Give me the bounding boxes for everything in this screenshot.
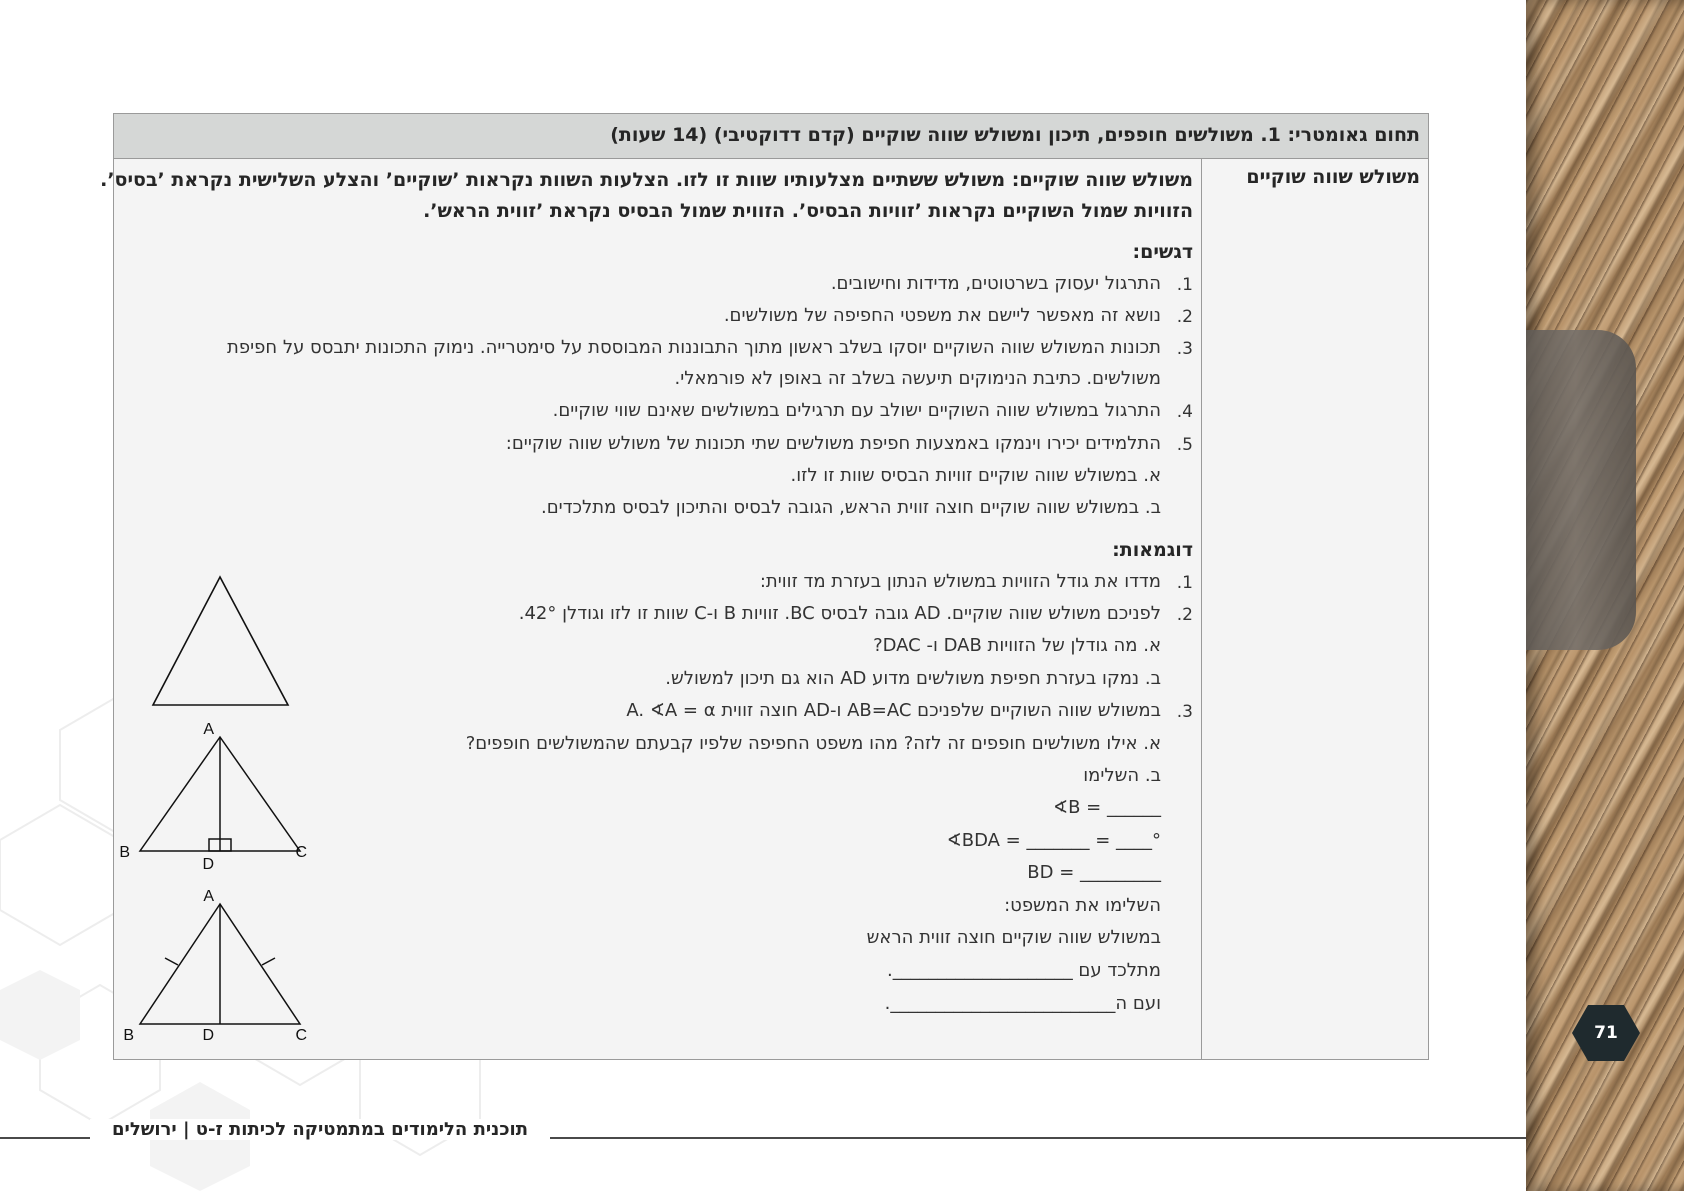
example-number: 3. [1176,702,1193,722]
page-number-badge [1571,1003,1641,1063]
footer-title: תוכנית הלימודים במתמטיקה לכיתות ז-ט | ירושלים [90,1119,550,1140]
emphasis-item: התרגול יעסוק בשרטוטים, מדידות וחישובים. [830,273,1161,294]
triangle-figure-3 [140,904,300,1024]
table-header: תחום גאומטרי: 1. משולשים חופפים, תיכון ומשולש שווה שוקיים (קדם דדוקטיבי) (14 שעות) [114,114,1428,159]
emphasis-item: התלמידים יכירו וינמקו באמצעות חפיפת משולשים שתי תכונות של משולש שווה שוקיים: [505,433,1161,454]
vertex-label-b: B [123,1027,134,1044]
vertex-label-d: D [202,1027,214,1044]
triangle-figures [114,159,344,1059]
emphasis-sub-b: ב. במשולש שווה שוקיים חוצה זווית הראש, הגובה לבסיס והתיכון לבסיס מתלכדים. [541,497,1161,518]
triangle-figure-2 [140,737,300,851]
emphasis-sub-a: א. במשולש שווה שוקיים זוויות הבסיס שוות זו לזו. [790,465,1161,486]
definition-line-2: הזוויות שמול השוקיים נקראות ’זוויות הבסיס’. הזווית שמול הבסיס נקראת ’זווית הראש’. [423,200,1193,222]
fill-in-bd: BD = _________ [1027,862,1161,883]
page-number: 71 [1594,1023,1618,1043]
vertex-label-c: C [295,1027,307,1044]
sentence-line-2: מתלכד עם ____________________. [886,960,1161,981]
fill-in-angle-b: ∢B = ______ [1053,797,1161,818]
sentence-line-3: ועם ה_________________________. [884,993,1161,1014]
emphasis-number: 1. [1176,275,1193,295]
topic-column [1201,159,1428,1059]
vertex-label-a: A [203,888,214,905]
example-number: 1. [1176,573,1193,593]
fill-in-angle-bda: ∢BDA = _______ = ____° [946,830,1161,851]
example-2-b: ב. נמקו בעזרת חפיפת משולשים מדוע AD הוא גם תיכון למשולש. [665,668,1161,689]
emphasis-number: 2. [1176,307,1193,327]
example-3-text: במשולש שווה השוקיים שלפניכם AB=AC ו-AD חוצה זווית A. ∢A = α [626,700,1161,721]
vertex-label-d: D [202,856,214,873]
example-3-a: א. אילו משולשים חופפים זה לזה? מהו משפט החפיפה שלפיו קבעתם שהמשולשים חופפים? [465,733,1161,754]
example-number: 2. [1176,605,1193,625]
emphasis-item: נושא זה מאפשר ליישם את משפטי החפיפה של משולשים. [723,305,1161,326]
triangle-figure-2-labels [119,721,307,873]
triangle-figure-1 [153,577,288,705]
example-2-text: לפניכם משולש שווה שוקיים. AD גובה לבסיס BC. זוויות B ו-C שוות זו לזו וגודלן 42°. [518,603,1161,624]
vertex-label-c: C [295,844,307,861]
wood-block-decoration [1526,330,1636,650]
emphasis-number: 5. [1176,435,1193,455]
sentence-line-1: במשולש שווה שוקיים חוצה זווית הראש [866,927,1161,948]
examples-title: דוגמאות: [1112,539,1193,561]
emphasis-item: תכונות המשולש שווה השוקיים יוסקו בשלב ראשון מתוך התבוננות המבוססת על סימטרייה. נימוק התכונות יתבסס על חפיפת [227,337,1161,358]
vertex-label-a: A [203,721,214,738]
complete-instruction: השלימו את המשפט: [1004,895,1161,916]
content-column [100,159,1201,1059]
emphasis-item-continuation: משולשים. כתיבת הנימוקים תיעשה בשלב זה באופן לא פורמאלי. [674,368,1161,389]
topic-label: משולש שווה שוקיים [1246,166,1420,188]
curriculum-table [100,113,1429,1060]
example-2-a: א. מה גודלן של הזוויות DAB ו- DAC? [873,635,1161,656]
example-3-b: ב. השלימו [1083,765,1161,786]
vertex-label-b: B [119,844,130,861]
emphasis-number: 4. [1176,402,1193,422]
example-1-text: מדדו את גודל הזוויות במשולש הנתון בעזרת מד זווית: [759,571,1161,592]
emphases-title: דגשים: [1132,241,1193,263]
emphasis-number: 3. [1176,339,1193,359]
definition-line-1: משולש שווה שוקיים: משולש ששתיים מצלעותיו שוות זו לזו. הצלעות השוות נקראות ’שוקיים’ והצלע השלישית נקראת ’בסיס’. [100,169,1193,191]
emphasis-item: התרגול במשולש שווה השוקיים ישולב עם תרגילים במשולשים שאינם שווי שוקיים. [552,400,1161,421]
